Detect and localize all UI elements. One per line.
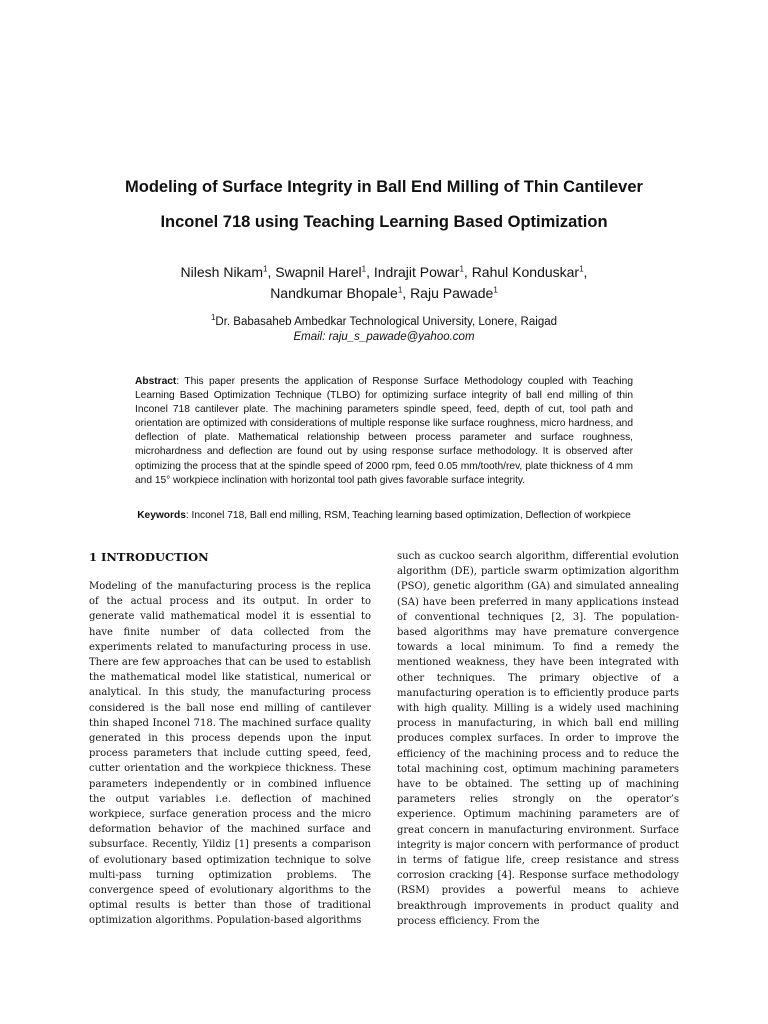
- affiliation: [60, 315, 708, 330]
- body-paragraph: Modeling of the manufacturing process is the replica of the actual process and its output. In order to generate valid mathematical model it is essential to have finite number of data collected from the experiments related to manufacturing process in use. There are few approaches that can be used to establish the mathematical model like statistical, numerical or analytical. In this study, the manufacturing process considered is the ball nose end milling of cantilever thin shaped Inconel 718. The machined surface quality generated in this process depends upon the input process parameters that include cutting speed, feed, cutter orientation and the workpiece thickness. These parameters independently or in combined influence the output variables i.e. deflection of machined workpiece, surface generation process and the micro deformation behavior of the machined surface and subsurface. Recently, Yildiz [1] presents a comparison of evolutionary based optimization technique to solve multi-pass turning optimization problems. The convergence speed of evolutionary algorithms to the optimal results is better than those of traditional optimization algorithms. Population-based algorithms: [89, 581, 371, 927]
- title-line-1: Modeling of Surface Integrity in Ball End Milling of Thin Cantilever: [125, 178, 643, 196]
- body-column-right: [397, 549, 679, 929]
- author-affil-mark: 1: [493, 285, 498, 295]
- author-name: Rahul Konduskar: [471, 264, 580, 280]
- title-line-2: Inconel 718 using Teaching Learning Based Optimization: [160, 213, 608, 231]
- author-name: Nilesh Nikam: [180, 264, 264, 280]
- affiliation-text: Dr. Babasaheb Ambedkar Technological University, Lonere, Raigad: [215, 316, 558, 328]
- author-line-1: [60, 262, 708, 283]
- author-separator: ,: [583, 264, 588, 280]
- keywords: [135, 509, 633, 524]
- keywords-label: Keywords: [137, 510, 186, 521]
- author-name: Raju Pawade: [410, 285, 494, 301]
- author-separator: ,: [366, 264, 374, 280]
- author-affil-mark: 1: [459, 264, 464, 274]
- author-affil-mark: 1: [361, 264, 367, 274]
- affiliation-mark: 1: [210, 313, 216, 323]
- section-heading: 1 INTRODUCTION: [89, 550, 209, 564]
- author-line-2: [60, 283, 708, 304]
- author-separator: ,: [402, 285, 411, 301]
- author-name: Swapnil Harel: [275, 264, 362, 280]
- body-column-left: [89, 549, 371, 929]
- paper-title: [60, 170, 708, 240]
- author-affil-mark: 1: [397, 285, 403, 295]
- author-list: [60, 262, 708, 304]
- keywords-text: : Inconel 718, Ball end milling, RSM, Teaching learning based optimization, Deflection of workpiece: [185, 510, 631, 521]
- affiliation-block: [60, 315, 708, 345]
- body-paragraph: such as cuckoo search algorithm, differential evolution algorithm (DE), particle swarm optimization algorithm (PSO), genetic algorithm (GA) and simulated annealing (SA) have been preferred in many applications instead of conventional techniques [2, 3]. The population-based algorithms may have premature convergence towards a local minimum. To find a remedy the mentioned weakness, they have been integrated with other techniques. The primary objective of a manufacturing operation is to efficiently produce parts with high quality. Milling is a widely used machining process in manufacturing, in which ball end milling produces complex surfaces. In order to improve the efficiency of the machining process and to reduce the total machining cost, optimum machining parameters have to be obtained. The setting up of machining parameters relies strongly on the operator’s experience. Optimum machining parameters are of great concern in manufacturing environment. Surface integrity is major concern with performance of product in terms of fatigue life, creep resistance and stress corrosion cracking [4]. Response surface methodology (RSM) provides a powerful means to achieve breakthrough improvements in product quality and process efficiency. From the: [397, 551, 679, 927]
- author-affil-mark: 1: [579, 264, 584, 274]
- author-name: Indrajit Powar: [373, 264, 460, 280]
- abstract-text: : This paper presents the application of Response Surface Methodology coupled with Teaching Learning Based Optimization Technique (TLBO) for optimizing surface integrity of ball end milling of thin Inconel 718 cantilever plate. The machining parameters spindle speed, feed, depth of cut, tool path and orientation are optimized with considerations of multiple response like surface roughness, micro hardness, and deflection of plate. Mathematical relationship between process parameter and surface roughness, microhardness and deflection are found out by using response surface methodology. It is observed after optimizing the process that at the spindle speed of 2000 rpm, feed 0.05 mm/tooth/rev, plate thickness of 4 mm and 15° workpiece inclination with horizontal tool path gives favorable surface integrity.: [135, 376, 633, 486]
- author-name: Nandkumar Bhopale: [270, 285, 398, 301]
- author-separator: ,: [267, 264, 276, 280]
- abstract: [135, 375, 633, 488]
- author-separator: ,: [463, 264, 472, 280]
- author-email: Email: raju_s_pawade@yahoo.com: [293, 331, 475, 343]
- author-affil-mark: 1: [263, 264, 268, 274]
- abstract-label: Abstract: [135, 376, 177, 387]
